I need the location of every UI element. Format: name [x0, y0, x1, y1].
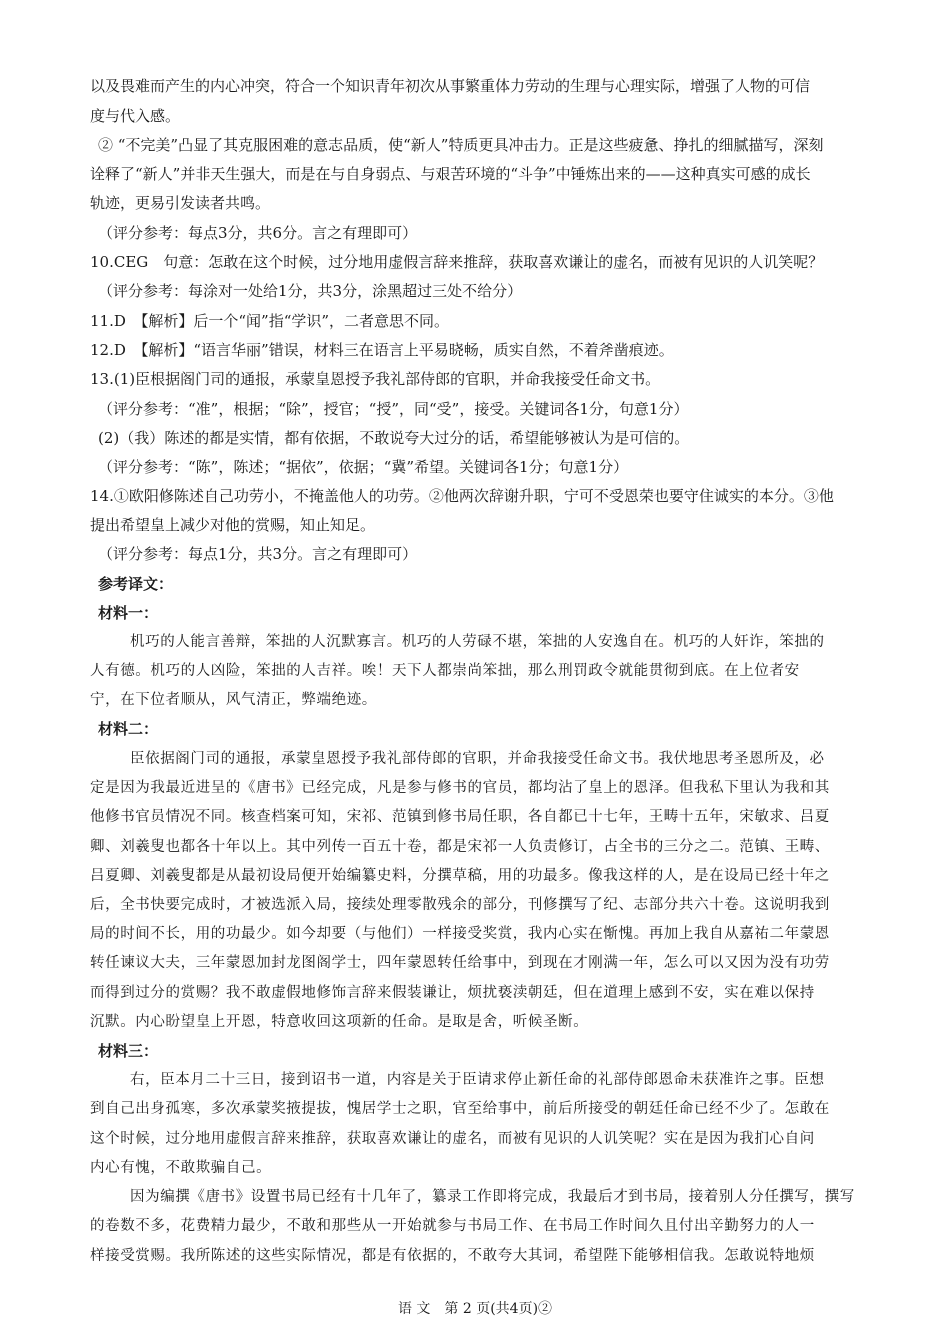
scoring-note: （评分参考：每涂对一处给1分，共3分，涂黑超过三处不给分）: [98, 282, 523, 300]
translation-line: 宁，在下位者顺从，风气清正，弊端绝迹。: [90, 692, 377, 708]
material-3-heading: 材料三：: [98, 1042, 159, 1060]
translation-line: 转任谏议大夫，三年蒙恩加封龙图阁学士，四年蒙恩转任给事中，到现在才刚满一年，怎么可以又因为没有功劳: [90, 955, 830, 971]
translation-line: 吕夏卿、刘羲叟都是从最初设局便开始编纂史料，分撰草稿，用的功最多。像我这样的人，是在设局已经十年之: [90, 868, 830, 884]
text-line: 诠释了“新人”并非天生强大，而是在与自身弱点、与艰苦环境的“斗争”中锤炼出来的——这种真实可感的成长: [90, 165, 811, 183]
translation-line: 到自己出身孤寒，多次承蒙奖掖提拔，愧居学士之职，官至给事中，前后所接受的朝廷任命已经不少了。怎敢在: [90, 1101, 830, 1117]
translation-line: 后，全书快要完成时，才被选派入局，接续处理零散残余的部分，刊修撰写了纪、志部分共六十卷。这说明我到: [90, 897, 830, 913]
text-line: ② “不完美”凸显了其克服困难的意志品质，使“新人”特质更具冲击力。正是这些疲惫、挣扎的细腻描写，深刻: [98, 136, 824, 154]
answer-10: 10.CEG 句意：怎敢在这个时候，过分地用虚假言辞来推辞，获取喜欢谦让的虚名，而被有见识的人讥笑呢？: [90, 253, 824, 271]
translation-line: 卿、刘羲叟也都各十年以上。其中列传一百五十卷，都是宋祁一人负责修订，占全书的三分之二。范镇、王畴、: [90, 839, 830, 855]
scoring-note: （评分参考：每点3分，共6分。言之有理即可）: [98, 224, 418, 242]
translation-line: 样接受赏赐。我所陈述的这些实际情况，都是有依据的，不敢夸大其词，希望陛下能够相信我。怎敢说特地烦: [90, 1248, 815, 1264]
translation-heading: 参考译文：: [98, 575, 174, 593]
translation-line: 局的时间不长，用的功最少。如今却要（与他们）一样接受奖赏，我内心实在惭愧。再加上我自从嘉祐二年蒙恩: [90, 926, 830, 942]
translation-line: 因为编撰《唐书》设置书局已经有十几年了，纂录工作即将完成，我最后才到书局，接着别人分任撰写，撰写: [130, 1189, 855, 1205]
translation-line: 右，臣本月二十三日，接到诏书一道，内容是关于臣请求停止新任命的礼部侍郎恩命未获准许之事。臣想: [130, 1072, 825, 1088]
translation-line: 定是因为我最近进呈的《唐书》已经完成，凡是参与修书的官员，都均沾了皇上的恩泽。但我私下里认为我和其: [90, 780, 830, 796]
translation-line: 沉默。内心盼望皇上开恩，特意收回这项新的任命。是取是舍，听候圣断。: [90, 1014, 589, 1030]
answer-13-2: (2)（我）陈述的都是实情，都有依据，不敢说夸大过分的话，希望能够被认为是可信的。: [98, 429, 690, 447]
text-line: 轨迹，更易引发读者共鸣。: [90, 194, 271, 212]
translation-line: 的卷数不多，花费精力最少，不敢和那些从一开始就参与书局工作、在书局工作时间久且付出辛勤努力的人一: [90, 1218, 815, 1234]
translation-line: 他修书官员情况不同。核查档案可知，宋祁、范镇到修书局任职，各自都已十七年，王畴十五年，宋敏求、吕夏: [90, 809, 830, 825]
answer-11: 11.D 【解析】后一个“闻”指“学识”，二者意思不同。: [90, 312, 450, 330]
text-line: 提出希望皇上减少对他的赏赐，知止知足。: [90, 516, 376, 534]
scoring-note: （评分参考：每点1分，共3分。言之有理即可）: [98, 545, 418, 563]
text-line: 度与代入感。: [90, 107, 181, 125]
text-line: 以及畏难而产生的内心冲突，符合一个知识青年初次从事繁重体力劳动的生理与心理实际，增强了人物的可信: [90, 77, 811, 95]
scoring-note: （评分参考：“准”，根据；“除”，授官；“授”，同“受”，接受。关键词各1分，句意1分）: [98, 400, 689, 418]
answer-14: 14.①欧阳修陈述自己功劳小，不掩盖他人的功劳。②他两次辞谢升职，宁可不受恩荣也要守住诚实的本分。③他: [90, 487, 834, 505]
translation-line: 臣依据阁门司的通报，承蒙皇恩授予我礼部侍郎的官职，并命我接受任命文书。我伏地思考圣恩所及，必: [130, 751, 825, 767]
scoring-note: （评分参考：“陈”，陈述；“据依”，依据；“冀”希望。关键词各1分；句意1分）: [98, 458, 629, 476]
translation-line: 而得到过分的赏赐？我不敢虚假地修饰言辞来假装谦让，烦扰亵渎朝廷，但在道理上感到不安，实在难以保持: [90, 985, 815, 1001]
translation-line: 机巧的人能言善辩，笨拙的人沉默寡言。机巧的人劳碌不堪，笨拙的人安逸自在。机巧的人奸诈，笨拙的: [130, 634, 825, 650]
translation-line: 人有德。机巧的人凶险，笨拙的人吉祥。唉！天下人都崇尚笨拙，那么刑罚政令就能贯彻到底。在上位者安: [90, 663, 800, 679]
translation-line: 内心有愧，不敢欺骗自己。: [90, 1160, 272, 1176]
page-footer: 语 文 第 2 页(共4页)②: [397, 1301, 553, 1317]
answer-13: 13.(1)臣根据阁门司的通报，承蒙皇恩授予我礼部侍郎的官职，并命我接受任命文书。: [90, 370, 661, 388]
material-1-heading: 材料一：: [98, 604, 159, 622]
translation-line: 这个时候，过分地用虚假言辞来推辞，获取喜欢谦让的虚名，而被有见识的人讥笑呢？实在是因为我扪心自问: [90, 1131, 815, 1147]
material-2-heading: 材料二：: [98, 720, 159, 738]
answer-12: 12.D 【解析】“语言华丽”错误，材料三在语言上平易晓畅，质实自然，不着斧凿痕迹。: [90, 341, 674, 359]
